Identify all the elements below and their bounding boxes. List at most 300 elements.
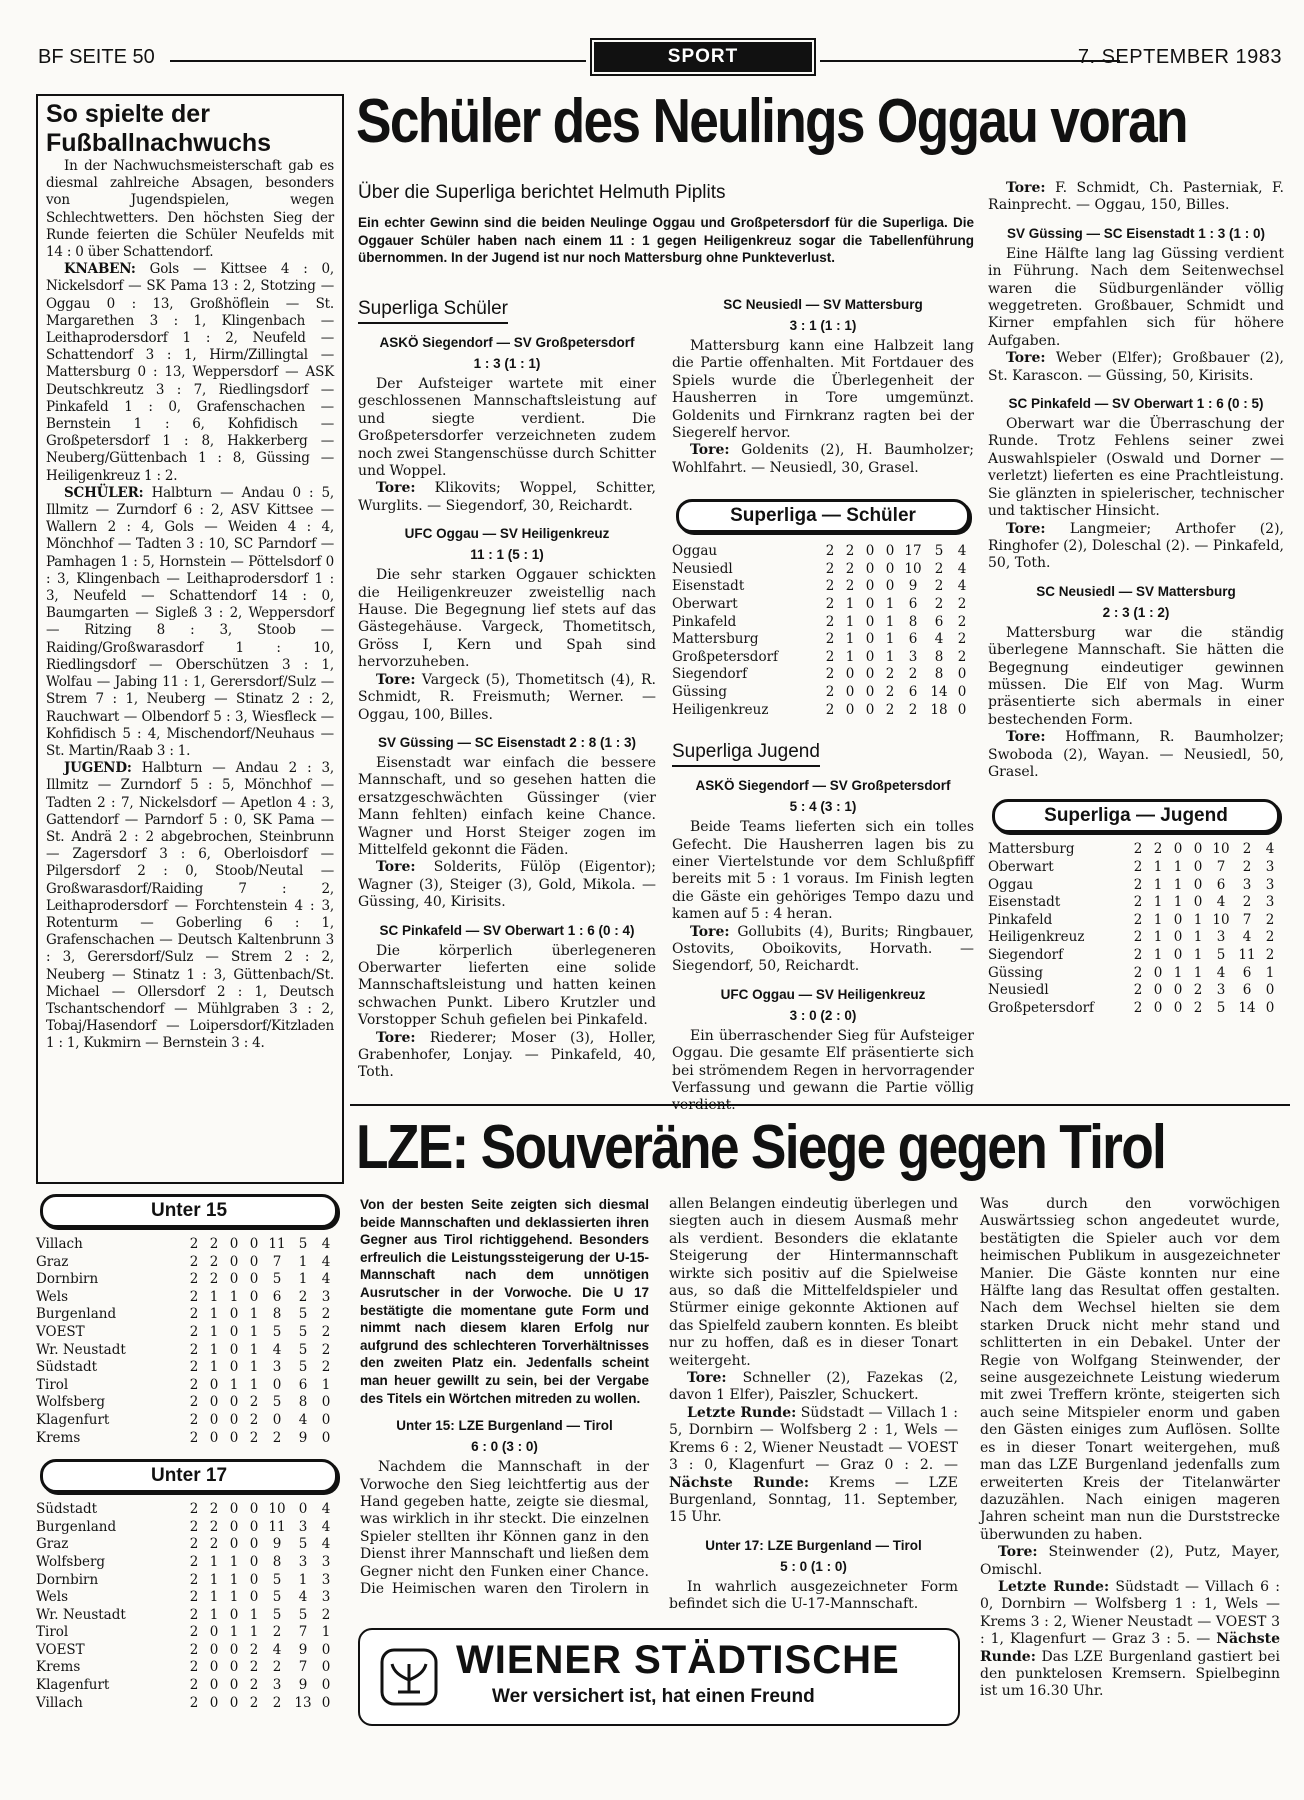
stat-cell: 8	[272, 1553, 282, 1570]
stat-cell: 2	[1265, 946, 1275, 963]
stat-cell: 8	[908, 613, 918, 630]
stat-cell: 5	[272, 1571, 282, 1588]
stat-cell: 2	[1133, 858, 1143, 875]
stat-cell: 2	[1133, 929, 1143, 946]
stat-cell: 0	[865, 613, 875, 630]
table-row	[988, 929, 1280, 947]
stat-cell: 1	[209, 1606, 219, 1623]
stat-cell: 1	[209, 1306, 219, 1323]
table-row	[672, 614, 972, 632]
stat-cell: 2	[249, 1659, 259, 1676]
stat-cell: 2	[908, 701, 918, 718]
stat-cell: 6	[1242, 964, 1252, 981]
tore-text: Langmeier; Arthofer (2), Ringhofer (2), Doleschal (2). — Pinkafeld, 50, Toth.	[988, 520, 1285, 572]
nachwuchs-title-line2: Fußballnachwuchs	[46, 129, 272, 157]
stat-cell: 0	[865, 631, 875, 648]
stat-cell: 2	[249, 1694, 259, 1711]
stat-cell: 1	[845, 631, 855, 648]
nachwuchs-title-line1: So spielte der	[46, 100, 210, 128]
tore-label: Tore:	[1006, 350, 1046, 367]
stat-cell: 14	[1238, 999, 1256, 1016]
stat-cell: 0	[229, 1236, 239, 1252]
stat-cell: 5	[1216, 999, 1226, 1016]
stat-cell: 5	[272, 1323, 282, 1340]
stat-cell: 0	[1173, 929, 1183, 946]
stat-cell: 0	[249, 1518, 259, 1535]
team-name: Mattersburg	[672, 631, 759, 648]
stat-cell: 0	[209, 1429, 219, 1446]
table-row	[36, 1289, 336, 1307]
stat-cell: 1	[1193, 929, 1203, 946]
stat-cell: 0	[229, 1659, 239, 1676]
stat-cell: 2	[825, 596, 835, 613]
stat-cell: 1	[229, 1553, 239, 1570]
stat-cell: 3	[298, 1518, 308, 1535]
article1-col1	[358, 292, 656, 1082]
stat-cell: 10	[268, 1501, 286, 1518]
team-name: Wolfsberg	[36, 1553, 106, 1570]
stat-cell: 0	[885, 543, 895, 560]
stat-cell: 6	[908, 684, 918, 700]
match-title: SC Pinkafeld — SV Oberwart 1 : 6 (0 : 4)	[379, 922, 635, 938]
stat-cell: 2	[1133, 946, 1143, 963]
stat-cell: 2	[298, 1288, 308, 1305]
stat-cell: 0	[249, 1553, 259, 1570]
tore-text: Vargeck (5), Thometitsch (4), R. Schmidt, R. Freismuth; Werner. — Oggau, 100, Billes.	[358, 671, 657, 723]
stat-cell: 1	[229, 1589, 239, 1606]
match-title: ASKÖ Siegendorf — SV Großpetersdorf	[379, 335, 635, 350]
table-row	[988, 912, 1280, 930]
stat-cell: 2	[209, 1236, 219, 1252]
match-score: 6 : 0 (3 : 0)	[471, 1439, 538, 1455]
headline2-rule	[350, 1104, 1290, 1106]
match-score: 2 : 3 (1 : 2)	[1102, 604, 1170, 620]
match-report: Eine Hälfte lang lag Güssing verdient in Führung. Nach dem Seitenwechsel waren die Südburgenländer völlig weggetreten. Großbauer, Schmidt und Kirner empfahlen sich für höhere Aufgaben.	[988, 245, 1284, 349]
stat-cell: 2	[825, 648, 835, 665]
stat-cell: 2	[189, 1411, 199, 1428]
stat-cell: 2	[1133, 999, 1143, 1016]
stat-cell: 4	[321, 1501, 331, 1518]
stat-cell: 0	[865, 596, 875, 613]
stat-cell: 0	[321, 1677, 331, 1694]
stat-cell: 1	[845, 648, 855, 665]
match-report: Die körperlich überlegeneren Oberwarter lieferten eine solide Mannschaftsleistung und hatten keinen schwachen Punkt. Libero Krutzler und Vorstopper Schuh gefielen bei Pinkafeld.	[358, 942, 656, 1029]
table-row	[672, 578, 972, 596]
stat-cell: 0	[229, 1694, 239, 1711]
tore-text: Goldenits (2), H. Baumholzer; Wohlfahrt. — Neusiedl, 30, Grasel.	[672, 442, 975, 476]
stat-cell: 1	[1153, 929, 1163, 946]
match-title: SV Güssing — SC Eisenstadt 1 : 3 (1 : 0)	[1006, 225, 1266, 241]
stat-cell: 1	[885, 631, 895, 648]
stat-cell: 8	[934, 666, 944, 683]
table-row	[36, 1377, 336, 1395]
match-title: SC Pinkafeld — SV Oberwart 1 : 6 (0 : 5)	[1008, 396, 1264, 412]
table-row	[988, 894, 1280, 912]
match-title: Unter 17: LZE Burgenland — Tirol	[705, 1537, 922, 1553]
match-report: Oberwart war die Überraschung der Runde. Trotz Fehlens seiner zwei Auswahlspieler (Oswald und Dorner — verletzt) lieferten es eine Prachtleistung. Sie glänzten in spielerischer, technischer und taktischer Hinsicht.	[988, 416, 1284, 520]
team-name: Südstadt	[36, 1359, 98, 1376]
match-scorers	[988, 521, 1284, 573]
stat-cell: 1	[845, 613, 855, 630]
stat-cell: 2	[209, 1501, 219, 1518]
stat-cell: 0	[1153, 999, 1163, 1016]
stat-cell: 3	[272, 1677, 282, 1694]
team-name: Güssing	[672, 684, 727, 700]
stat-cell: 1	[321, 1376, 331, 1393]
team-name: Güssing	[988, 964, 1043, 981]
stat-cell: 6	[272, 1288, 282, 1305]
match-scorers	[988, 350, 1284, 385]
stat-cell: 10	[1212, 911, 1230, 928]
stat-cell: 3	[1265, 894, 1275, 911]
stat-cell: 1	[298, 1253, 308, 1270]
match-title: ASKÖ Siegendorf — SV Großpetersdorf	[695, 778, 951, 794]
stat-cell: 2	[249, 1411, 259, 1428]
stat-cell: 5	[1216, 946, 1226, 963]
stat-cell: 6	[1242, 982, 1252, 999]
header-rule-right	[820, 60, 1120, 62]
ad-brand: WIENER STÄDTISCHE	[456, 1638, 900, 1682]
stat-cell: 2	[189, 1288, 199, 1305]
stat-cell: 0	[249, 1501, 259, 1518]
stat-cell: 2	[1242, 841, 1252, 858]
stat-cell: 2	[189, 1571, 199, 1588]
standings-table-schueler	[672, 543, 972, 719]
stat-cell: 2	[189, 1341, 199, 1358]
article2-lead: Von der besten Seite zeigten sich diesmal beide Mannschaften und deklassierten ihren Gegner aus Tirol richtiggehend. Besonders erfreulich die Leistungssteigerung der U-15-Mannschaft nach dem unnötigen Ausrutscher in der Vorwoche. Die U 17 bestätigte die momentane gute Form und nimmt nach diesem klaren Erfolg nur aufgrund des schlechteren Torverhältnisses den zweiten Platz ein. Jedenfalls scheint man heuer gewillt zu sein, bei der Vergabe des Titels ein Wörtchen mitreden zu wollen.	[360, 1197, 649, 1406]
stat-cell: 3	[1216, 982, 1226, 999]
table-row	[36, 1607, 336, 1625]
stat-cell: 8	[272, 1306, 282, 1323]
stat-cell: 0	[1173, 946, 1183, 963]
tore-label: Tore:	[376, 859, 416, 876]
table-row	[36, 1306, 336, 1324]
tore-text: Hoffmann, R. Baumholzer; Swoboda (2), Wayan. — Neusiedl, 50, Grasel.	[988, 729, 1284, 780]
team-name: Krems	[36, 1429, 81, 1446]
stat-cell: 4	[321, 1536, 331, 1553]
stat-cell: 2	[189, 1253, 199, 1270]
table-row	[672, 702, 972, 720]
team-name: Oggau	[672, 543, 718, 560]
stat-cell: 0	[209, 1677, 219, 1694]
stat-cell: 0	[1265, 999, 1275, 1016]
knaben-label: KNABEN:	[64, 261, 136, 278]
stat-cell: 1	[229, 1376, 239, 1393]
team-name: Graz	[36, 1253, 69, 1270]
stat-cell: 1	[1173, 964, 1183, 981]
match-report: Mattersburg kann eine Halbzeit lang die Partie offenhalten. Mit Fortdauer des Spiels wurde die Überlegenheit der Hausherren in Tore umgemünzt. Goldenits und Firnkranz ragten bei der Siegerelf hervor.	[672, 338, 974, 442]
stat-cell: 3	[908, 648, 918, 665]
stat-cell: 2	[1193, 982, 1203, 999]
team-name: Villach	[36, 1236, 83, 1252]
stat-cell: 1	[249, 1624, 259, 1641]
stat-cell: 2	[1133, 911, 1143, 928]
stat-cell: 1	[1153, 911, 1163, 928]
stat-cell: 0	[1173, 982, 1183, 999]
table-row	[36, 1536, 336, 1554]
stat-cell: 0	[209, 1376, 219, 1393]
stat-cell: 0	[229, 1429, 239, 1446]
stat-cell: 3	[1216, 929, 1226, 946]
tore-label: Tore:	[690, 442, 730, 459]
schueler-label: SCHÜLER:	[64, 484, 144, 501]
stat-cell: 3	[1265, 876, 1275, 893]
match-report: Der Aufsteiger wartete mit einer geschlossenen Mannschaftsleistung auf und siegte verdient. Die Großpetersdorfer verzeichneten zudem noch zwei Stangenschüsse durch Schitter und Woppel.	[358, 376, 656, 480]
stat-cell: 2	[249, 1429, 259, 1446]
stat-cell: 5	[272, 1606, 282, 1623]
tore-text: Riederer; Moser (3), Holler, Grabenhofer, Lonjay. — Pinkafeld, 40, Toth.	[358, 1029, 657, 1081]
tore-text: Solderits, Fülöp (Eigentor); Wagner (3), Steiger (3), Gold, Mikola. — Güssing, 40, Kirisits.	[358, 859, 656, 911]
tore-text: Steinwender (2), Putz, Mayer, Omischl.	[980, 1544, 1280, 1578]
table-row	[36, 1624, 336, 1642]
stat-cell: 2	[189, 1429, 199, 1446]
tore-label: Tore:	[1006, 180, 1046, 196]
stat-cell: 0	[249, 1589, 259, 1606]
team-name: Neusiedl	[988, 982, 1049, 999]
standings-table-u17	[36, 1501, 336, 1712]
table-title-u17: Unter 17	[40, 1459, 338, 1493]
stat-cell: 0	[272, 1376, 282, 1393]
stat-cell: 3	[298, 1553, 308, 1570]
table-row	[672, 684, 972, 702]
stat-cell: 0	[957, 684, 967, 700]
insurance-ad[interactable]	[358, 1628, 960, 1726]
table-row	[672, 631, 972, 649]
stat-cell: 2	[189, 1501, 199, 1518]
team-name: Graz	[36, 1536, 69, 1553]
stat-cell: 4	[298, 1589, 308, 1606]
stat-cell: 2	[272, 1624, 282, 1641]
stat-cell: 9	[298, 1677, 308, 1694]
tore-text: Gollubits (4), Burits; Ringbauer, Ostovits, Oboikovits, Horvath. — Siegendorf, 50, Reichardt.	[672, 923, 974, 975]
tore-label: Tore:	[376, 480, 416, 497]
stat-cell: 1	[321, 1624, 331, 1641]
stat-cell: 0	[321, 1694, 331, 1711]
nachwuchs-jugend	[46, 760, 334, 1052]
match-score: 1 : 3 (1 : 1)	[473, 356, 541, 371]
stat-cell: 2	[189, 1641, 199, 1658]
table-title-u15: Unter 15	[40, 1194, 338, 1228]
stat-cell: 2	[845, 578, 855, 595]
stat-cell: 2	[272, 1429, 282, 1446]
stat-cell: 6	[908, 631, 918, 648]
match-score: 3 : 1 (1 : 1)	[789, 318, 857, 333]
stat-cell: 11	[1238, 946, 1256, 963]
team-name: Wels	[36, 1288, 69, 1305]
stat-cell: 6	[1216, 876, 1226, 893]
stat-cell: 2	[1133, 964, 1143, 981]
stat-cell: 5	[298, 1323, 308, 1340]
table-row	[36, 1519, 336, 1537]
match-report: Nachdem die Mannschaft in der Vorwoche den Sieg leichtfertig aus der Hand gegeben hatte, zeigte sie diesmal, was wirklich in ihr steckt. Die einzelnen Spieler stellten ihr Können ganz in den Dienst ihrer Mannschaft und ließen dem Gegner nicht den Funken einer Chance. Die Heimischen waren den Tirolern in allen Belangen eindeutig überlegen und siegten auch in diesem Ausmaß mehr als verdient. Besonders die eklatante Steigerung der Hintermannschaft wirkte sich positiv auf die Spielweise aus, so daß die Mittelfeldspieler und Stürmer einige gekonnte Aktionen auf das Spielfeld zaubern konnten. Es bleibt nur zu hoffen, daß es in dieser Tonart weitergeht.	[360, 1196, 958, 1597]
stat-cell: 2	[825, 560, 835, 577]
table-row	[36, 1642, 336, 1660]
table-row	[36, 1271, 336, 1289]
stat-cell: 1	[209, 1589, 219, 1606]
stat-cell: 2	[1242, 894, 1252, 911]
stat-cell: 7	[1216, 858, 1226, 875]
team-name: Burgenland	[36, 1518, 117, 1535]
team-name: Pinkafeld	[672, 613, 737, 630]
table-row	[36, 1501, 336, 1519]
stat-cell: 2	[189, 1376, 199, 1393]
stat-cell: 1	[1265, 964, 1275, 981]
stat-cell: 2	[189, 1306, 199, 1323]
stat-cell: 2	[957, 631, 967, 648]
stat-cell: 1	[1173, 894, 1183, 911]
stat-cell: 2	[825, 666, 835, 683]
stat-cell: 0	[209, 1641, 219, 1658]
nachwuchs-schueler	[46, 485, 334, 760]
table-row	[988, 841, 1280, 859]
match-title: SC Neusiedl — SV Mattersburg	[723, 297, 923, 312]
match-title: UFC Oggau — SV Heiligenkreuz	[404, 526, 610, 542]
stat-cell: 2	[272, 1694, 282, 1711]
match-score: 5 : 0 (1 : 0)	[780, 1558, 847, 1574]
stat-cell: 2	[825, 613, 835, 630]
stat-cell: 1	[1153, 876, 1163, 893]
stat-cell: 0	[865, 560, 875, 577]
stat-cell: 0	[1193, 841, 1203, 858]
stat-cell: 2	[321, 1306, 331, 1323]
match-report: Die sehr starken Oggauer schickten die Heiligenkreuzer zweistellig nach Hause. Die Begegnung lief stets auf das Gästegehäuse. Vargeck, Thometitsch, Gröss I, Kern und Spah sind hervorzuheben.	[358, 567, 656, 671]
table-row	[672, 649, 972, 667]
stat-cell: 2	[1133, 876, 1143, 893]
stat-cell: 1	[298, 1271, 308, 1288]
tore-label: Tore:	[376, 671, 416, 688]
stat-cell: 4	[298, 1411, 308, 1428]
stat-cell: 2	[957, 596, 967, 613]
table-row	[36, 1394, 336, 1412]
table-row	[36, 1430, 336, 1448]
match-report: Eisenstadt war einfach die bessere Mannschaft, und so gesehen hatten die ersatzgeschwächten Güssinger (vier Mann fehlten) einfach keine Chance. Wagner und Horst Steiger zogen im Mittelfeld gekonnt die Fäden.	[358, 754, 656, 858]
stat-cell: 0	[229, 1536, 239, 1553]
match-title: Unter 15: LZE Burgenland — Tirol	[396, 1418, 613, 1434]
stat-cell: 7	[298, 1659, 308, 1676]
stat-cell: 2	[189, 1659, 199, 1676]
stat-cell: 0	[209, 1394, 219, 1411]
stat-cell: 0	[957, 666, 967, 683]
stat-cell: 0	[209, 1659, 219, 1676]
stat-cell: 4	[957, 578, 967, 595]
team-name: Mattersburg	[988, 841, 1075, 858]
tore-label: Tore:	[998, 1544, 1038, 1561]
stat-cell: 1	[209, 1571, 219, 1588]
match-title: SC Neusiedl — SV Mattersburg	[1036, 583, 1236, 599]
header-rule-left	[170, 60, 586, 62]
tore-text: F. Schmidt, Ch. Pasterniak, F. Rainprecht. — Oggau, 150, Billes.	[988, 180, 1285, 214]
stat-cell: 5	[272, 1394, 282, 1411]
stat-cell: 0	[865, 543, 875, 560]
stat-cell: 1	[885, 596, 895, 613]
table-row	[36, 1359, 336, 1377]
team-name: Burgenland	[36, 1306, 117, 1323]
team-name: Klagenfurt	[36, 1411, 110, 1428]
table-title-jugend: Superliga — Jugend	[992, 799, 1280, 833]
stat-cell: 2	[189, 1624, 199, 1641]
stat-cell: 0	[229, 1323, 239, 1340]
article2-body	[360, 1196, 958, 1614]
match-score: 5 : 4 (3 : 1)	[789, 799, 857, 815]
stat-cell: 0	[865, 701, 875, 718]
stat-cell: 6	[298, 1376, 308, 1393]
stat-cell: 0	[1173, 911, 1183, 928]
stat-cell: 4	[1242, 929, 1252, 946]
stat-cell: 0	[845, 684, 855, 700]
stat-cell: 0	[865, 666, 875, 683]
stat-cell: 0	[272, 1411, 282, 1428]
stat-cell: 1	[249, 1606, 259, 1623]
stat-cell: 1	[209, 1288, 219, 1305]
match-scorers	[669, 1370, 958, 1405]
stat-cell: 1	[1153, 858, 1163, 875]
stat-cell: 0	[249, 1253, 259, 1270]
stat-cell: 2	[321, 1359, 331, 1376]
stat-cell: 1	[1153, 946, 1163, 963]
stat-cell: 4	[1216, 964, 1226, 981]
stat-cell: 2	[1193, 999, 1203, 1016]
stat-cell: 4	[957, 543, 967, 560]
stat-cell: 5	[298, 1359, 308, 1376]
stat-cell: 5	[298, 1536, 308, 1553]
stat-cell: 0	[209, 1624, 219, 1641]
stat-cell: 2	[321, 1341, 331, 1358]
team-name: Oberwart	[672, 596, 738, 613]
match-scorers	[672, 442, 974, 477]
stat-cell: 9	[298, 1429, 308, 1446]
nachwuchs-article	[46, 100, 334, 1053]
youth-tables	[36, 1194, 342, 1712]
stat-cell: 0	[1173, 999, 1183, 1016]
stat-cell: 1	[209, 1323, 219, 1340]
insurance-logo-icon	[378, 1646, 440, 1708]
stat-cell: 0	[209, 1694, 219, 1711]
stat-cell: 5	[298, 1341, 308, 1358]
stat-cell: 0	[209, 1411, 219, 1428]
stat-cell: 2	[845, 543, 855, 560]
stat-cell: 1	[249, 1341, 259, 1358]
stat-cell: 2	[1133, 841, 1143, 858]
stat-cell: 1	[229, 1624, 239, 1641]
headline-secondary: LZE: Souveräne Siege gegen Tirol	[356, 1113, 1166, 1182]
team-name: Wr. Neustadt	[36, 1341, 126, 1358]
team-name: Klagenfurt	[36, 1677, 110, 1694]
stat-cell: 4	[957, 560, 967, 577]
stat-cell: 10	[1212, 841, 1230, 858]
table-row	[36, 1695, 336, 1713]
stat-cell: 0	[229, 1606, 239, 1623]
article1-top	[358, 182, 974, 267]
match-score: 11 : 1 (5 : 1)	[470, 547, 544, 563]
stat-cell: 0	[321, 1659, 331, 1676]
stat-cell: 1	[229, 1571, 239, 1588]
table-row	[36, 1589, 336, 1607]
table-row	[36, 1677, 336, 1695]
table-row	[988, 982, 1280, 1000]
match-scorers	[358, 859, 656, 911]
stat-cell: 1	[298, 1571, 308, 1588]
table-row	[672, 561, 972, 579]
team-name: Großpetersdorf	[672, 648, 779, 665]
stat-cell: 9	[298, 1641, 308, 1658]
stat-cell: 2	[189, 1323, 199, 1340]
tore-text: Weber (Elfer); Großbauer (2), St. Karascon. — Güssing, 50, Kirisits.	[988, 350, 1284, 384]
match-title: UFC Oggau — SV Heiligenkreuz	[720, 986, 926, 1002]
team-name: Dornbirn	[36, 1271, 99, 1288]
stat-cell: 0	[1265, 982, 1275, 999]
stat-cell: 3	[272, 1359, 282, 1376]
stat-cell: 2	[189, 1394, 199, 1411]
